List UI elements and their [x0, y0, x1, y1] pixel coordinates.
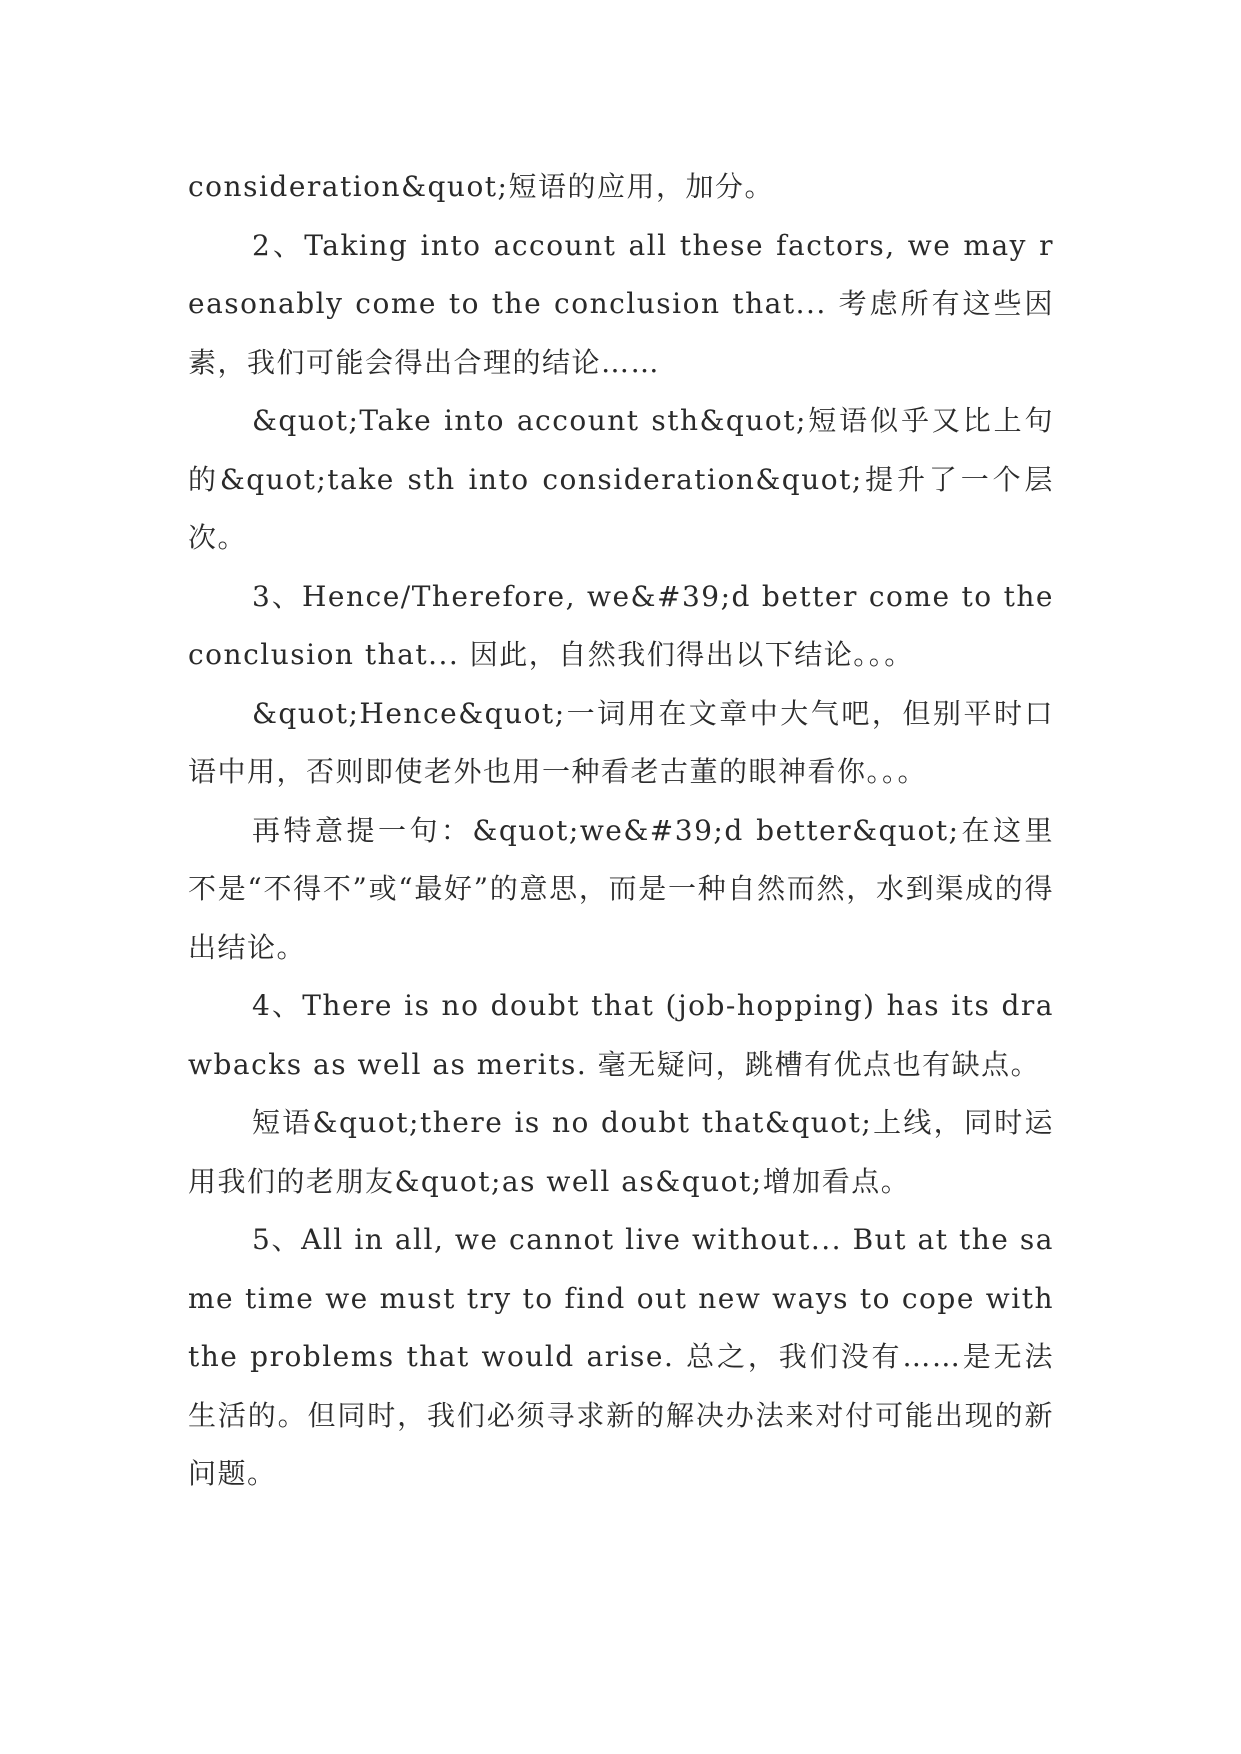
paragraph-continuation: consideration&quot;短语的应用，加分。 — [188, 170, 774, 203]
paragraph-note-3a: &quot;Hence&quot;一词用在文章中大气吧，但别平时口语中用，否则即使老外也用一种看老古董的眼神看你。。。 — [188, 696, 1054, 788]
paragraph-note-2: &quot;Take into account sth&quot;短语似乎又比上句的&quot;take sth into consideration&quot;提升了一个层次。 — [188, 404, 1054, 554]
paragraph-note-4: 短语&quot;there is no doubt that&quot;上线，同时运用我们的老朋友&quot;as well as&quot;增加看点。 — [188, 1106, 1054, 1198]
paragraph-item-5: 5、All in all, we cannot live without... But at the same time we must try to find out new ways to cope with the problems that would arise. 总之，我们没有……是无法生活的。但同时，我们必须寻求新的解决办法来对付可能出现的新问题。 — [188, 1223, 1054, 1490]
paragraph-item-4: 4、There is no doubt that (job-hopping) has its drawbacks as well as merits. 毫无疑问，跳槽有优点也有缺点。 — [188, 989, 1054, 1081]
paragraph-note-3b: 再特意提一句：&quot;we&#39;d better&quot;在这里不是“不得不”或“最好”的意思，而是一种自然而然，水到渠成的得出结论。 — [188, 813, 1054, 964]
document-body — [188, 158, 1054, 1504]
paragraph-item-2: 2、Taking into account all these factors, we may reasonably come to the conclusion that... 考虑所有这些因素，我们可能会得出合理的结论…… — [188, 228, 1054, 379]
paragraph-item-3: 3、Hence/Therefore, we&#39;d better come to the conclusion that... 因此，自然我们得出以下结论。。。 — [188, 579, 1054, 671]
